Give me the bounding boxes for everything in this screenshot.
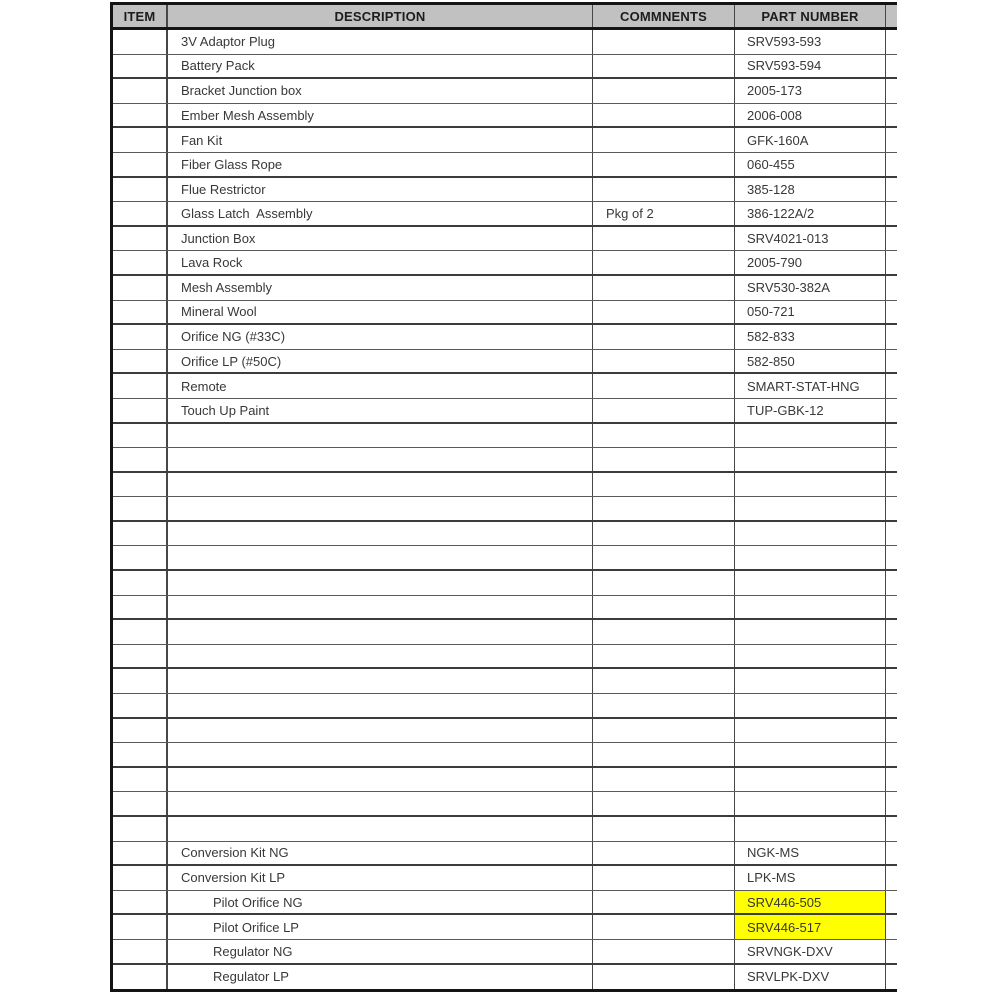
comments-cell (593, 965, 735, 990)
comments-cell (593, 842, 735, 865)
table-row (113, 374, 897, 399)
comments-cell (593, 669, 735, 693)
table-row (113, 153, 897, 178)
column-header-part-number: PART NUMBER (735, 5, 886, 27)
table-row (113, 915, 897, 940)
item-cell (113, 866, 168, 890)
description-cell: Bracket Junction box (168, 79, 593, 103)
cropped-cell (886, 792, 897, 815)
part-number-cell (735, 522, 886, 546)
item-cell (113, 128, 168, 152)
part-number-cell: SMART-STAT-HNG (735, 374, 886, 398)
part-number-cell (735, 719, 886, 743)
table-row (113, 473, 897, 498)
item-cell (113, 448, 168, 471)
part-number-cell: SRV530-382A (735, 276, 886, 300)
table-row (113, 178, 897, 203)
comments-cell (593, 546, 735, 569)
table-row (113, 817, 897, 842)
part-number-cell: SRV4021-013 (735, 227, 886, 251)
description-cell (168, 792, 593, 815)
description-cell: Battery Pack (168, 55, 593, 78)
item-cell (113, 55, 168, 78)
item-cell (113, 178, 168, 202)
cropped-cell (886, 866, 897, 890)
item-cell (113, 669, 168, 693)
part-number-cell: 582-850 (735, 350, 886, 373)
part-number-cell: 2006-008 (735, 104, 886, 127)
item-cell (113, 227, 168, 251)
part-number-cell: SRVNGK-DXV (735, 940, 886, 963)
table-row (113, 128, 897, 153)
part-number-cell (735, 768, 886, 792)
description-cell: Conversion Kit NG (168, 842, 593, 865)
cropped-cell (886, 301, 897, 324)
comments-cell (593, 227, 735, 251)
cropped-cell (886, 227, 897, 251)
description-cell: Ember Mesh Assembly (168, 104, 593, 127)
cropped-cell (886, 178, 897, 202)
cropped-cell (886, 374, 897, 398)
cropped-cell (886, 325, 897, 349)
cropped-cell (886, 202, 897, 225)
table-row (113, 596, 897, 621)
item-cell (113, 915, 168, 939)
cropped-cell (886, 448, 897, 471)
comments-cell (593, 153, 735, 176)
table-row (113, 522, 897, 547)
item-cell (113, 424, 168, 448)
description-cell: Orifice NG (#33C) (168, 325, 593, 349)
cropped-cell (886, 79, 897, 103)
cropped-cell (886, 940, 897, 963)
part-number-cell: SRV593-594 (735, 55, 886, 78)
table-row (113, 940, 897, 965)
item-cell (113, 522, 168, 546)
table-row (113, 497, 897, 522)
description-cell: Pilot Orifice LP (168, 915, 593, 939)
cropped-cell (886, 768, 897, 792)
part-number-cell (735, 473, 886, 497)
item-cell (113, 79, 168, 103)
part-number-cell (735, 546, 886, 569)
table-row (113, 202, 897, 227)
parts-table (110, 2, 897, 992)
part-number-cell: SRV446-505 (735, 891, 886, 914)
item-cell (113, 374, 168, 398)
item-cell (113, 153, 168, 176)
comments-cell (593, 645, 735, 668)
part-number-cell (735, 497, 886, 520)
table-row (113, 350, 897, 375)
part-number-cell (735, 817, 886, 841)
part-number-cell: LPK-MS (735, 866, 886, 890)
description-cell: Mesh Assembly (168, 276, 593, 300)
cropped-cell (886, 546, 897, 569)
item-cell (113, 596, 168, 619)
table-row (113, 301, 897, 326)
cropped-cell (886, 104, 897, 127)
item-cell (113, 891, 168, 914)
table-row (113, 719, 897, 744)
description-cell (168, 719, 593, 743)
item-cell (113, 546, 168, 569)
table-row (113, 448, 897, 473)
description-cell (168, 497, 593, 520)
cropped-cell (886, 30, 897, 54)
description-cell: Junction Box (168, 227, 593, 251)
part-number-cell: 2005-173 (735, 79, 886, 103)
part-number-cell: 385-128 (735, 178, 886, 202)
table-row (113, 792, 897, 817)
item-cell (113, 792, 168, 815)
comments-cell (593, 79, 735, 103)
comments-cell (593, 915, 735, 939)
part-number-cell (735, 620, 886, 644)
table-row (113, 227, 897, 252)
cropped-cell (886, 669, 897, 693)
table-row (113, 645, 897, 670)
comments-cell (593, 350, 735, 373)
description-cell: Conversion Kit LP (168, 866, 593, 890)
item-cell (113, 694, 168, 717)
item-cell (113, 940, 168, 963)
description-cell (168, 448, 593, 471)
comments-cell (593, 497, 735, 520)
item-cell (113, 743, 168, 766)
item-cell (113, 30, 168, 54)
cropped-cell (886, 915, 897, 939)
description-cell (168, 817, 593, 841)
comments-cell (593, 104, 735, 127)
description-cell (168, 669, 593, 693)
comments-cell (593, 620, 735, 644)
description-cell (168, 596, 593, 619)
description-cell: Flue Restrictor (168, 178, 593, 202)
comments-cell: Pkg of 2 (593, 202, 735, 225)
comments-cell (593, 743, 735, 766)
cropped-cell (886, 55, 897, 78)
cropped-cell (886, 817, 897, 841)
table-row (113, 965, 897, 990)
item-cell (113, 497, 168, 520)
item-cell (113, 645, 168, 668)
table-header-row (113, 5, 897, 30)
part-number-cell (735, 424, 886, 448)
comments-cell (593, 301, 735, 324)
part-number-cell (735, 792, 886, 815)
comments-cell (593, 424, 735, 448)
table-row (113, 276, 897, 301)
part-number-cell: 2005-790 (735, 251, 886, 274)
part-number-cell: 060-455 (735, 153, 886, 176)
description-cell: Remote (168, 374, 593, 398)
comments-cell (593, 399, 735, 422)
cropped-cell (886, 128, 897, 152)
item-cell (113, 301, 168, 324)
item-cell (113, 399, 168, 422)
cropped-cell (886, 891, 897, 914)
table-row (113, 743, 897, 768)
comments-cell (593, 891, 735, 914)
table-row (113, 55, 897, 80)
description-cell: Regulator NG (168, 940, 593, 963)
cropped-cell (886, 645, 897, 668)
item-cell (113, 104, 168, 127)
table-row (113, 251, 897, 276)
comments-cell (593, 325, 735, 349)
part-number-cell (735, 596, 886, 619)
table-row (113, 546, 897, 571)
cropped-cell (886, 694, 897, 717)
table-row (113, 325, 897, 350)
description-cell (168, 473, 593, 497)
part-number-cell: SRV593-593 (735, 30, 886, 54)
part-number-cell (735, 743, 886, 766)
cropped-cell (886, 719, 897, 743)
item-cell (113, 276, 168, 300)
cropped-cell (886, 596, 897, 619)
comments-cell (593, 473, 735, 497)
comments-cell (593, 178, 735, 202)
comments-cell (593, 571, 735, 595)
table-row (113, 571, 897, 596)
part-number-cell: 386-122A/2 (735, 202, 886, 225)
comments-cell (593, 866, 735, 890)
comments-cell (593, 719, 735, 743)
comments-cell (593, 55, 735, 78)
cropped-cell (886, 251, 897, 274)
description-cell: Regulator LP (168, 965, 593, 990)
description-cell: Fan Kit (168, 128, 593, 152)
cropped-cell (886, 424, 897, 448)
comments-cell (593, 792, 735, 815)
item-cell (113, 473, 168, 497)
part-number-cell: GFK-160A (735, 128, 886, 152)
description-cell (168, 546, 593, 569)
part-number-cell: 582-833 (735, 325, 886, 349)
comments-cell (593, 768, 735, 792)
comments-cell (593, 448, 735, 471)
cropped-cell (886, 497, 897, 520)
item-cell (113, 571, 168, 595)
table-row (113, 620, 897, 645)
table-body (113, 30, 897, 989)
comments-cell (593, 596, 735, 619)
description-cell (168, 768, 593, 792)
cropped-cell (886, 276, 897, 300)
item-cell (113, 768, 168, 792)
table-row (113, 30, 897, 55)
cropped-cell (886, 522, 897, 546)
cropped-cell (886, 153, 897, 176)
column-header-cropped (886, 5, 897, 27)
part-number-cell (735, 694, 886, 717)
description-cell: Orifice LP (#50C) (168, 350, 593, 373)
part-number-cell (735, 571, 886, 595)
table-row (113, 104, 897, 129)
comments-cell (593, 694, 735, 717)
comments-cell (593, 128, 735, 152)
item-cell (113, 325, 168, 349)
table-row (113, 424, 897, 449)
comments-cell (593, 817, 735, 841)
part-number-cell: NGK-MS (735, 842, 886, 865)
cropped-cell (886, 350, 897, 373)
description-cell: Glass Latch Assembly (168, 202, 593, 225)
cropped-cell (886, 965, 897, 990)
cropped-cell (886, 473, 897, 497)
part-number-cell (735, 645, 886, 668)
cropped-cell (886, 399, 897, 422)
table-row (113, 79, 897, 104)
description-cell (168, 694, 593, 717)
cropped-cell (886, 620, 897, 644)
table-row (113, 842, 897, 867)
comments-cell (593, 522, 735, 546)
table-row (113, 768, 897, 793)
item-cell (113, 350, 168, 373)
table-row (113, 669, 897, 694)
description-cell (168, 522, 593, 546)
part-number-cell: SRV446-517 (735, 915, 886, 939)
description-cell: Pilot Orifice NG (168, 891, 593, 914)
description-cell: Touch Up Paint (168, 399, 593, 422)
part-number-cell: 050-721 (735, 301, 886, 324)
item-cell (113, 202, 168, 225)
column-header-comments: COMMNENTS (593, 5, 735, 27)
item-cell (113, 251, 168, 274)
table-row (113, 399, 897, 424)
column-header-description: DESCRIPTION (168, 5, 593, 27)
column-header-item: ITEM (113, 5, 168, 27)
comments-cell (593, 30, 735, 54)
cropped-cell (886, 842, 897, 865)
table-row (113, 866, 897, 891)
comments-cell (593, 374, 735, 398)
part-number-cell (735, 448, 886, 471)
item-cell (113, 965, 168, 990)
item-cell (113, 842, 168, 865)
description-cell (168, 620, 593, 644)
part-number-cell: SRVLPK-DXV (735, 965, 886, 990)
item-cell (113, 719, 168, 743)
item-cell (113, 620, 168, 644)
part-number-cell: TUP-GBK-12 (735, 399, 886, 422)
part-number-cell (735, 669, 886, 693)
description-cell: Lava Rock (168, 251, 593, 274)
table-row (113, 891, 897, 916)
description-cell: Fiber Glass Rope (168, 153, 593, 176)
description-cell: 3V Adaptor Plug (168, 30, 593, 54)
description-cell (168, 743, 593, 766)
comments-cell (593, 276, 735, 300)
description-cell (168, 424, 593, 448)
cropped-cell (886, 743, 897, 766)
comments-cell (593, 251, 735, 274)
description-cell (168, 645, 593, 668)
table-row (113, 694, 897, 719)
comments-cell (593, 940, 735, 963)
item-cell (113, 817, 168, 841)
description-cell (168, 571, 593, 595)
description-cell: Mineral Wool (168, 301, 593, 324)
cropped-cell (886, 571, 897, 595)
